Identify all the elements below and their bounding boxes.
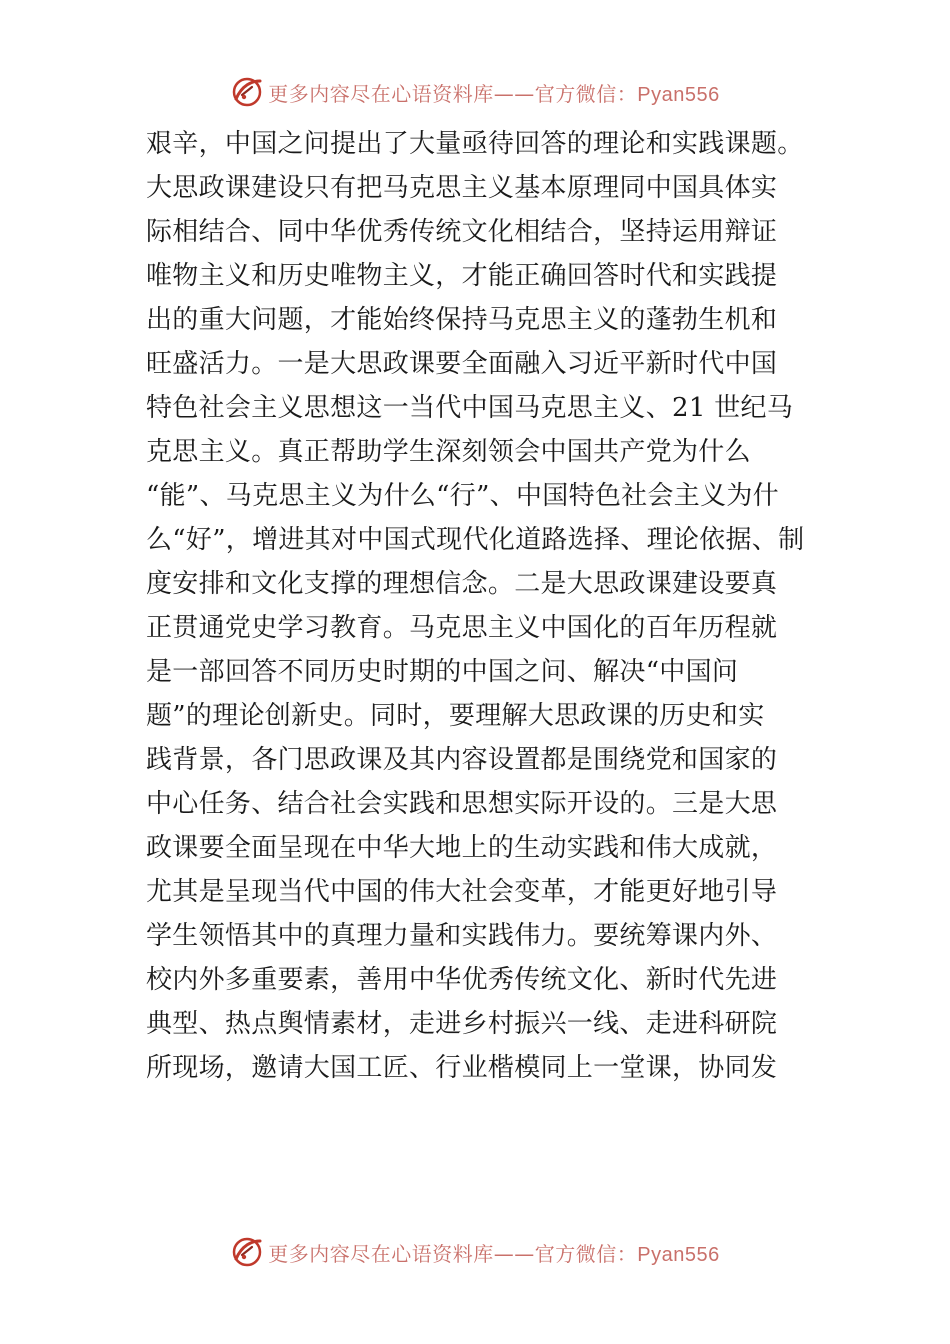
header-watermark — [0, 70, 950, 114]
text-line: 际相结合、同中华优秀传统文化相结合，坚持运用辩证 — [146, 217, 778, 247]
text-line: 尤其是呈现当代中国的伟大社会变革，才能更好地引导 — [146, 877, 778, 907]
text-line: 题”的理论创新史。同时，要理解大思政课的历史和实 — [146, 701, 765, 731]
body-text — [146, 122, 826, 1090]
watermark-account: Pyan556 — [637, 1243, 720, 1266]
text-line: 校内外多重要素，善用中华优秀传统文化、新时代先进 — [146, 965, 778, 995]
watermark-account: Pyan556 — [637, 83, 720, 106]
brush-logo-icon — [230, 1235, 264, 1269]
watermark-separator: ——官方微信： — [493, 81, 638, 106]
brush-logo-icon — [230, 75, 264, 109]
watermark-text: 更多内容尽在心语资料库 — [268, 1241, 494, 1266]
text-line: 特色社会主义思想这一当代中国马克思主义、21 世纪马 — [146, 393, 794, 423]
text-line: 么“好”，增进其对中国式现代化道路选择、理论依据、制 — [146, 525, 805, 555]
text-line: 艰辛，中国之问提出了大量亟待回答的理论和实践课题。 — [146, 129, 804, 159]
text-line: 学生领悟其中的真理力量和实践伟力。要统筹课内外、 — [146, 921, 778, 951]
text-line: 典型、热点舆情素材，走进乡村振兴一线、走进科研院 — [146, 1009, 778, 1039]
watermark-separator: ——官方微信： — [493, 1241, 638, 1266]
text-line: 政课要全面呈现在中华大地上的生动实践和伟大成就， — [146, 833, 778, 863]
text-line: “能”、马克思主义为什么“行”、中国特色社会主义为什 — [146, 481, 779, 511]
text-line: 唯物主义和历史唯物主义，才能正确回答时代和实践提 — [146, 261, 778, 291]
text-line: 出的重大问题，才能始终保持马克思主义的蓬勃生机和 — [146, 305, 778, 335]
text-line: 践背景，各门思政课及其内容设置都是围绕党和国家的 — [146, 745, 778, 775]
text-line: 克思主义。真正帮助学生深刻领会中国共产党为什么 — [146, 437, 751, 467]
text-line: 大思政课建设只有把马克思主义基本原理同中国具体实 — [146, 173, 778, 203]
text-line: 是一部回答不同历史时期的中国之问、解决“中国问 — [146, 657, 739, 687]
footer-watermark — [0, 1230, 950, 1274]
text-line: 度安排和文化支撑的理想信念。二是大思政课建设要真 — [146, 569, 778, 599]
text-line: 中心任务、结合社会实践和思想实际开设的。三是大思 — [146, 789, 778, 819]
watermark-text: 更多内容尽在心语资料库 — [268, 81, 494, 106]
text-line: 正贯通党史学习教育。马克思主义中国化的百年历程就 — [146, 613, 778, 643]
text-line: 旺盛活力。一是大思政课要全面融入习近平新时代中国 — [146, 349, 778, 379]
text-line: 所现场，邀请大国工匠、行业楷模同上一堂课，协同发 — [146, 1053, 778, 1083]
